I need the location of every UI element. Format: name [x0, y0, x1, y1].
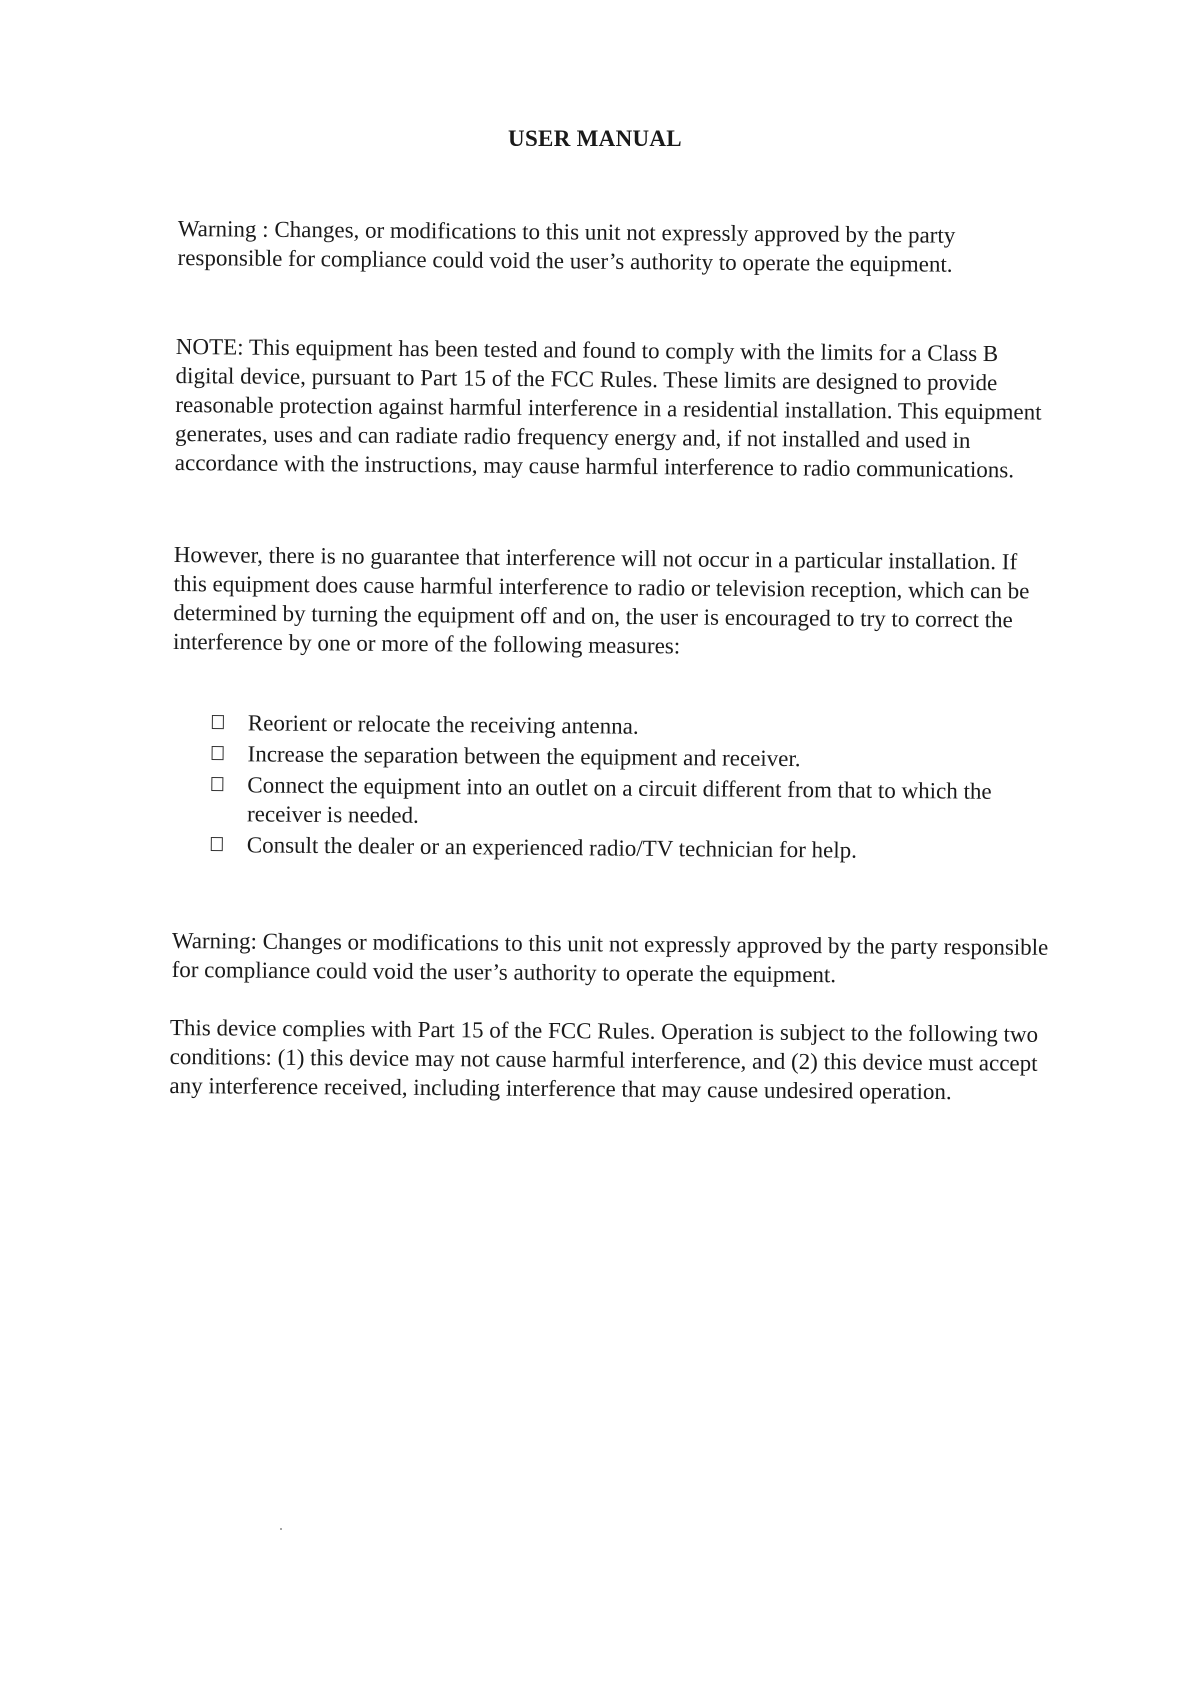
- measures-list: [209, 708, 1050, 868]
- checkbox-icon: [212, 746, 224, 760]
- warning-paragraph-top: Warning : Changes, or modifications to this unit not expressly approved by the party responsible for compliance could void the user’s authority to operate the equipment.: [177, 215, 956, 277]
- checkbox-icon: [211, 837, 223, 851]
- fcc-note-paragraph: NOTE: This equipment has been tested and found to comply with the limits for a Class B digital device, pursuant to Part 15 of the FCC Rules. These limits are designed to provide reasonable protection against harmful interference in a residential installation. This equipment generates, uses and can radiate radio frequency energy and, if not installed and used in accordance with the instructions, may cause harmful interference to radio communications.: [174, 333, 1042, 483]
- page-title: USER MANUAL: [508, 126, 682, 151]
- checkbox-icon: [212, 715, 224, 729]
- checkbox-icon: [211, 777, 223, 791]
- list-item: [209, 739, 1049, 775]
- list-item-text: Connect the equipment into an outlet on a circuit different from that to which the receiver is needed.: [246, 772, 992, 828]
- compliance-paragraph: This device complies with Part 15 of the FCC Rules. Operation is subject to the following two conditions: (1) this device may not cause harmful interference, and (2) this device must accept any interference received, including interference that may cause undesired operation.: [169, 1014, 1039, 1105]
- interference-paragraph: However, there is no guarantee that interference will not occur in a particular installation. If this equipment does cause harmful interference to radio or television reception, which can be determined by turning the equipment off and on, the user is encouraged to try to correct the interference by one or more of the following measures:: [173, 541, 1030, 659]
- list-item: [210, 708, 1050, 744]
- list-item-text: Increase the separation between the equipment and receiver.: [247, 741, 801, 772]
- warning-paragraph-bottom: Warning: Changes or modifications to this unit not expressly approved by the party responsible for compliance could void the user’s authority to operate the equipment.: [171, 927, 1049, 988]
- list-item-text: Reorient or relocate the receiving antenna.: [247, 710, 639, 739]
- list-item: [209, 770, 1049, 835]
- list-item-text: Consult the dealer or an experienced radio/TV technician for help.: [246, 832, 858, 863]
- list-item: [209, 830, 1049, 866]
- scan-speck: [280, 1528, 282, 1530]
